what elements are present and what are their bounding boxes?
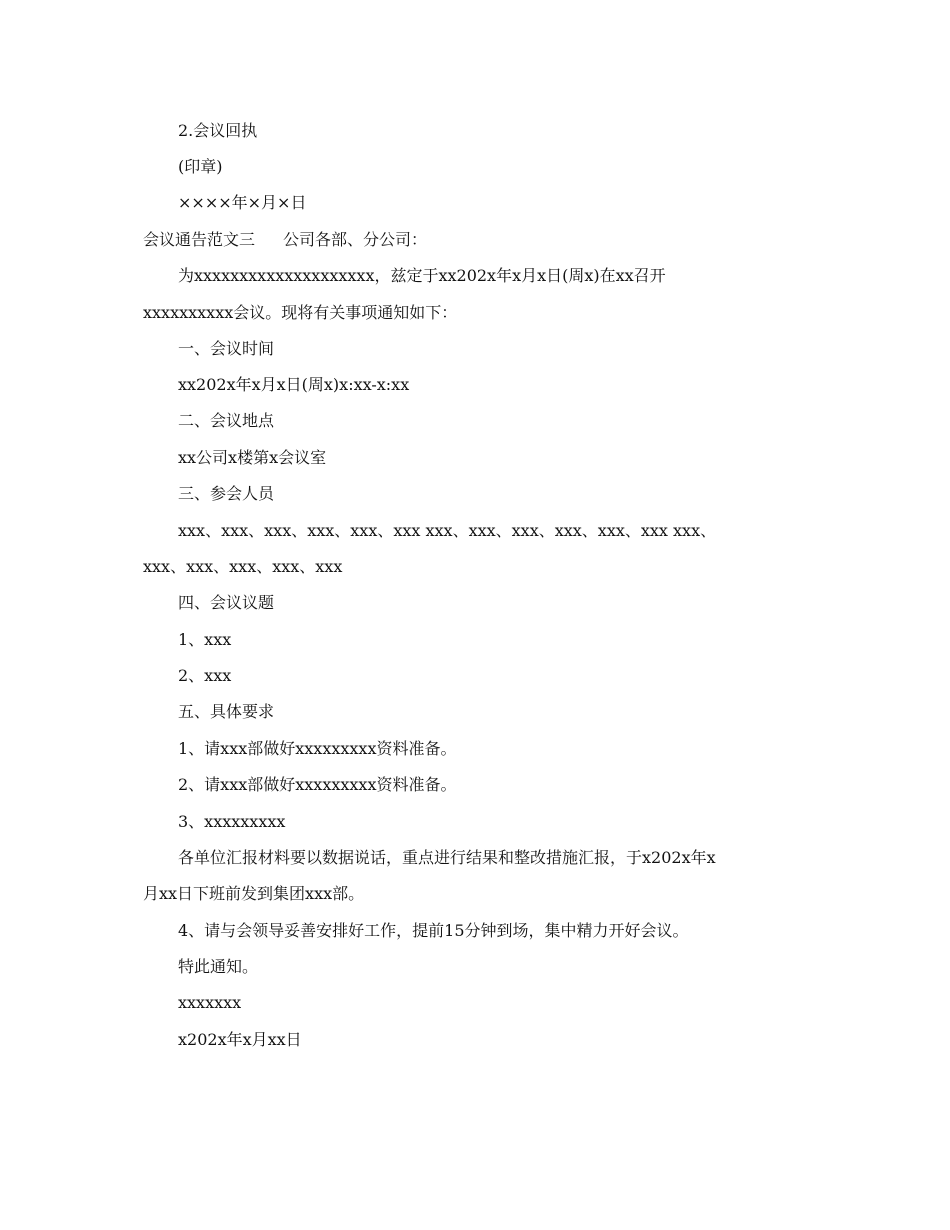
report-line-2: 月xx日下班前发到集团xxx部。 <box>143 884 365 903</box>
requirement-item-3: 3、xxxxxxxxx <box>178 812 286 831</box>
intro-line-1: 为xxxxxxxxxxxxxxxxxxxx，兹定于xx202x年x月x日(周x)在xx召开 <box>178 266 666 285</box>
seal-placeholder: (印章) <box>178 157 223 176</box>
attendees-section-title: 三、参会人员 <box>178 484 275 503</box>
attendees-line-2: xxx、xxx、xxx、xxx、xxx <box>143 557 343 576</box>
place-section-title: 二、会议地点 <box>178 411 275 430</box>
notice-date: x202x年x月xx日 <box>178 1030 302 1049</box>
report-line-1: 各单位汇报材料要以数据说话，重点进行结果和整改措施汇报，于x202x年x <box>178 848 716 867</box>
topics-section-title: 四、会议议题 <box>178 593 275 612</box>
notice-recipient: 公司各部、分公司： <box>283 230 428 249</box>
requirements-section-title: 五、具体要求 <box>178 702 275 721</box>
closing-text: 特此通知。 <box>178 957 259 976</box>
place-section-value: xx公司x楼第x会议室 <box>178 448 327 467</box>
requirement-item-1: 1、请xxx部做好xxxxxxxxx资料准备。 <box>178 739 457 758</box>
time-section-value: xx202x年x月x日(周x)x:xx-x:xx <box>178 375 410 394</box>
notice-heading-line <box>143 230 427 250</box>
requirement-item-4: 4、请与会领导妥善安排好工作，提前15分钟到场，集中精力开好会议。 <box>178 921 689 940</box>
time-section-title: 一、会议时间 <box>178 339 275 358</box>
notice-heading: 会议通告范文三 <box>143 230 256 249</box>
attachment-item: 2.会议回执 <box>178 121 258 140</box>
intro-line-2: xxxxxxxxxx会议。现将有关事项通知如下： <box>143 303 458 322</box>
signature: xxxxxxx <box>178 993 242 1012</box>
date-placeholder: ××××年×月×日 <box>178 193 307 212</box>
attendees-line-1: xxx、xxx、xxx、xxx、xxx、xxx xxx、xxx、xxx、xxx、xxx、xxx xxx、 <box>178 521 717 540</box>
requirement-item-2: 2、请xxx部做好xxxxxxxxx资料准备。 <box>178 775 457 794</box>
topic-item-2: 2、xxx <box>178 666 232 685</box>
topic-item-1: 1、xxx <box>178 630 232 649</box>
